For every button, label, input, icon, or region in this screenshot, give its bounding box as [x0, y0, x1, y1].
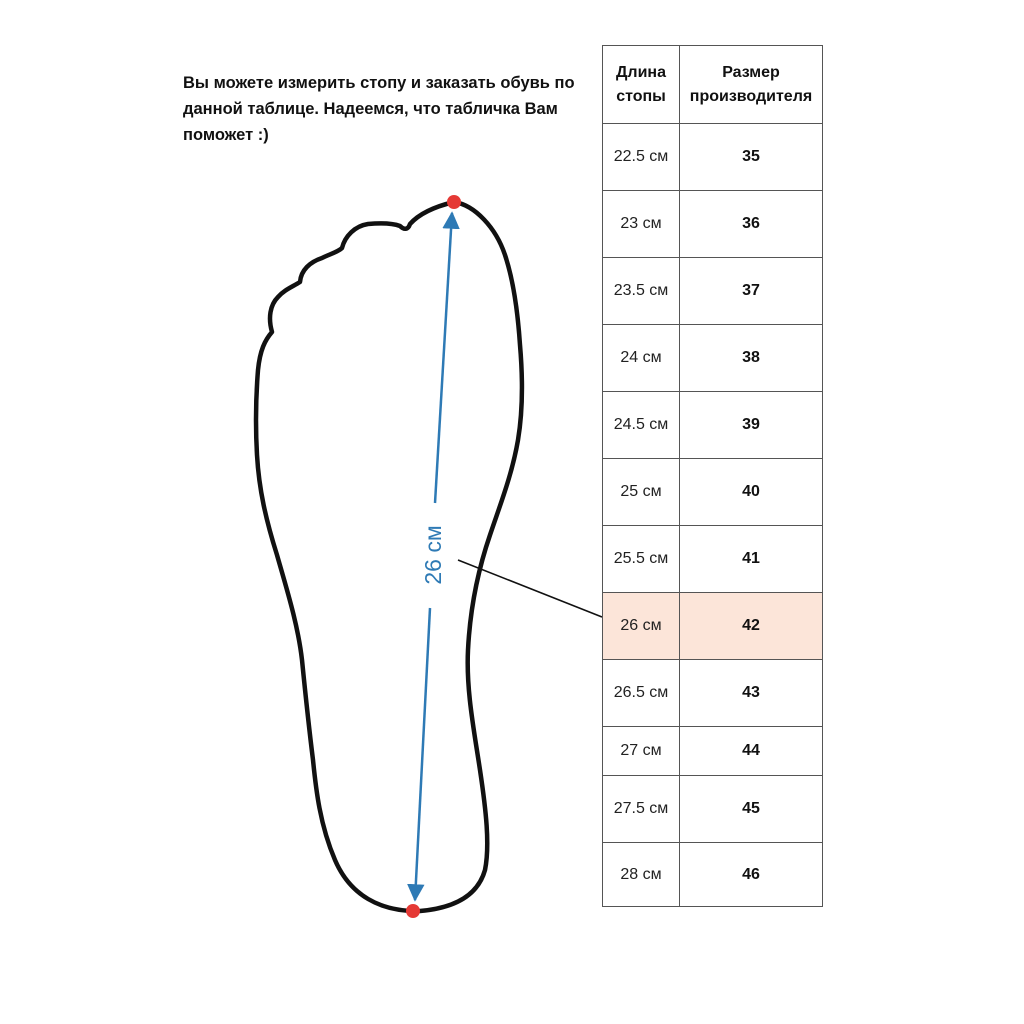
table-row — [603, 459, 823, 526]
intro-text: Вы можете измерить стопу и заказать обувь по данной таблице. Надеемся, что табличка Вам поможет :) — [183, 74, 575, 144]
toe-marker — [447, 195, 461, 209]
shoe-size-cell: 38 — [680, 325, 823, 392]
foot-length-cell: 27 см — [603, 727, 680, 776]
measurement-arrow-top — [435, 213, 452, 503]
leader-line — [458, 560, 602, 617]
shoe-size-cell: 35 — [680, 124, 823, 191]
table-row — [603, 660, 823, 727]
table-row — [603, 727, 823, 776]
shoe-size-cell: 42 — [680, 593, 823, 660]
table-row — [603, 258, 823, 325]
table-row — [603, 325, 823, 392]
foot-length-cell: 27.5 см — [603, 776, 680, 843]
foot-length-cell: 23 см — [603, 191, 680, 258]
table-row — [603, 526, 823, 593]
measurement-label: 26 см — [420, 525, 446, 585]
foot-length-cell: 28 см — [603, 843, 680, 907]
shoe-size-cell: 40 — [680, 459, 823, 526]
shoe-size-cell: 37 — [680, 258, 823, 325]
header-foot-length: Длина стопы — [603, 46, 680, 124]
foot-outline — [256, 202, 522, 911]
table-row — [603, 392, 823, 459]
table-row — [603, 124, 823, 191]
foot-length-cell: 23.5 см — [603, 258, 680, 325]
foot-length-cell: 24 см — [603, 325, 680, 392]
table-row — [603, 593, 823, 660]
table-header-row — [603, 46, 823, 124]
shoe-size-cell: 41 — [680, 526, 823, 593]
foot-length-cell: 26.5 см — [603, 660, 680, 727]
size-table — [602, 45, 823, 907]
shoe-size-cell: 36 — [680, 191, 823, 258]
measurement-arrow-bottom — [415, 608, 430, 900]
heel-marker — [406, 904, 420, 918]
size-rows — [603, 124, 823, 907]
foot-length-cell: 25.5 см — [603, 526, 680, 593]
foot-length-cell: 24.5 см — [603, 392, 680, 459]
shoe-size-cell: 45 — [680, 776, 823, 843]
table-row — [603, 843, 823, 907]
header-manufacturer-size: Размер производителя — [680, 46, 823, 124]
foot-length-cell: 26 см — [603, 593, 680, 660]
table-row — [603, 191, 823, 258]
foot-length-cell: 25 см — [603, 459, 680, 526]
table-row — [603, 776, 823, 843]
shoe-size-cell: 46 — [680, 843, 823, 907]
shoe-size-cell: 43 — [680, 660, 823, 727]
shoe-size-cell: 44 — [680, 727, 823, 776]
shoe-size-cell: 39 — [680, 392, 823, 459]
foot-length-cell: 22.5 см — [603, 124, 680, 191]
